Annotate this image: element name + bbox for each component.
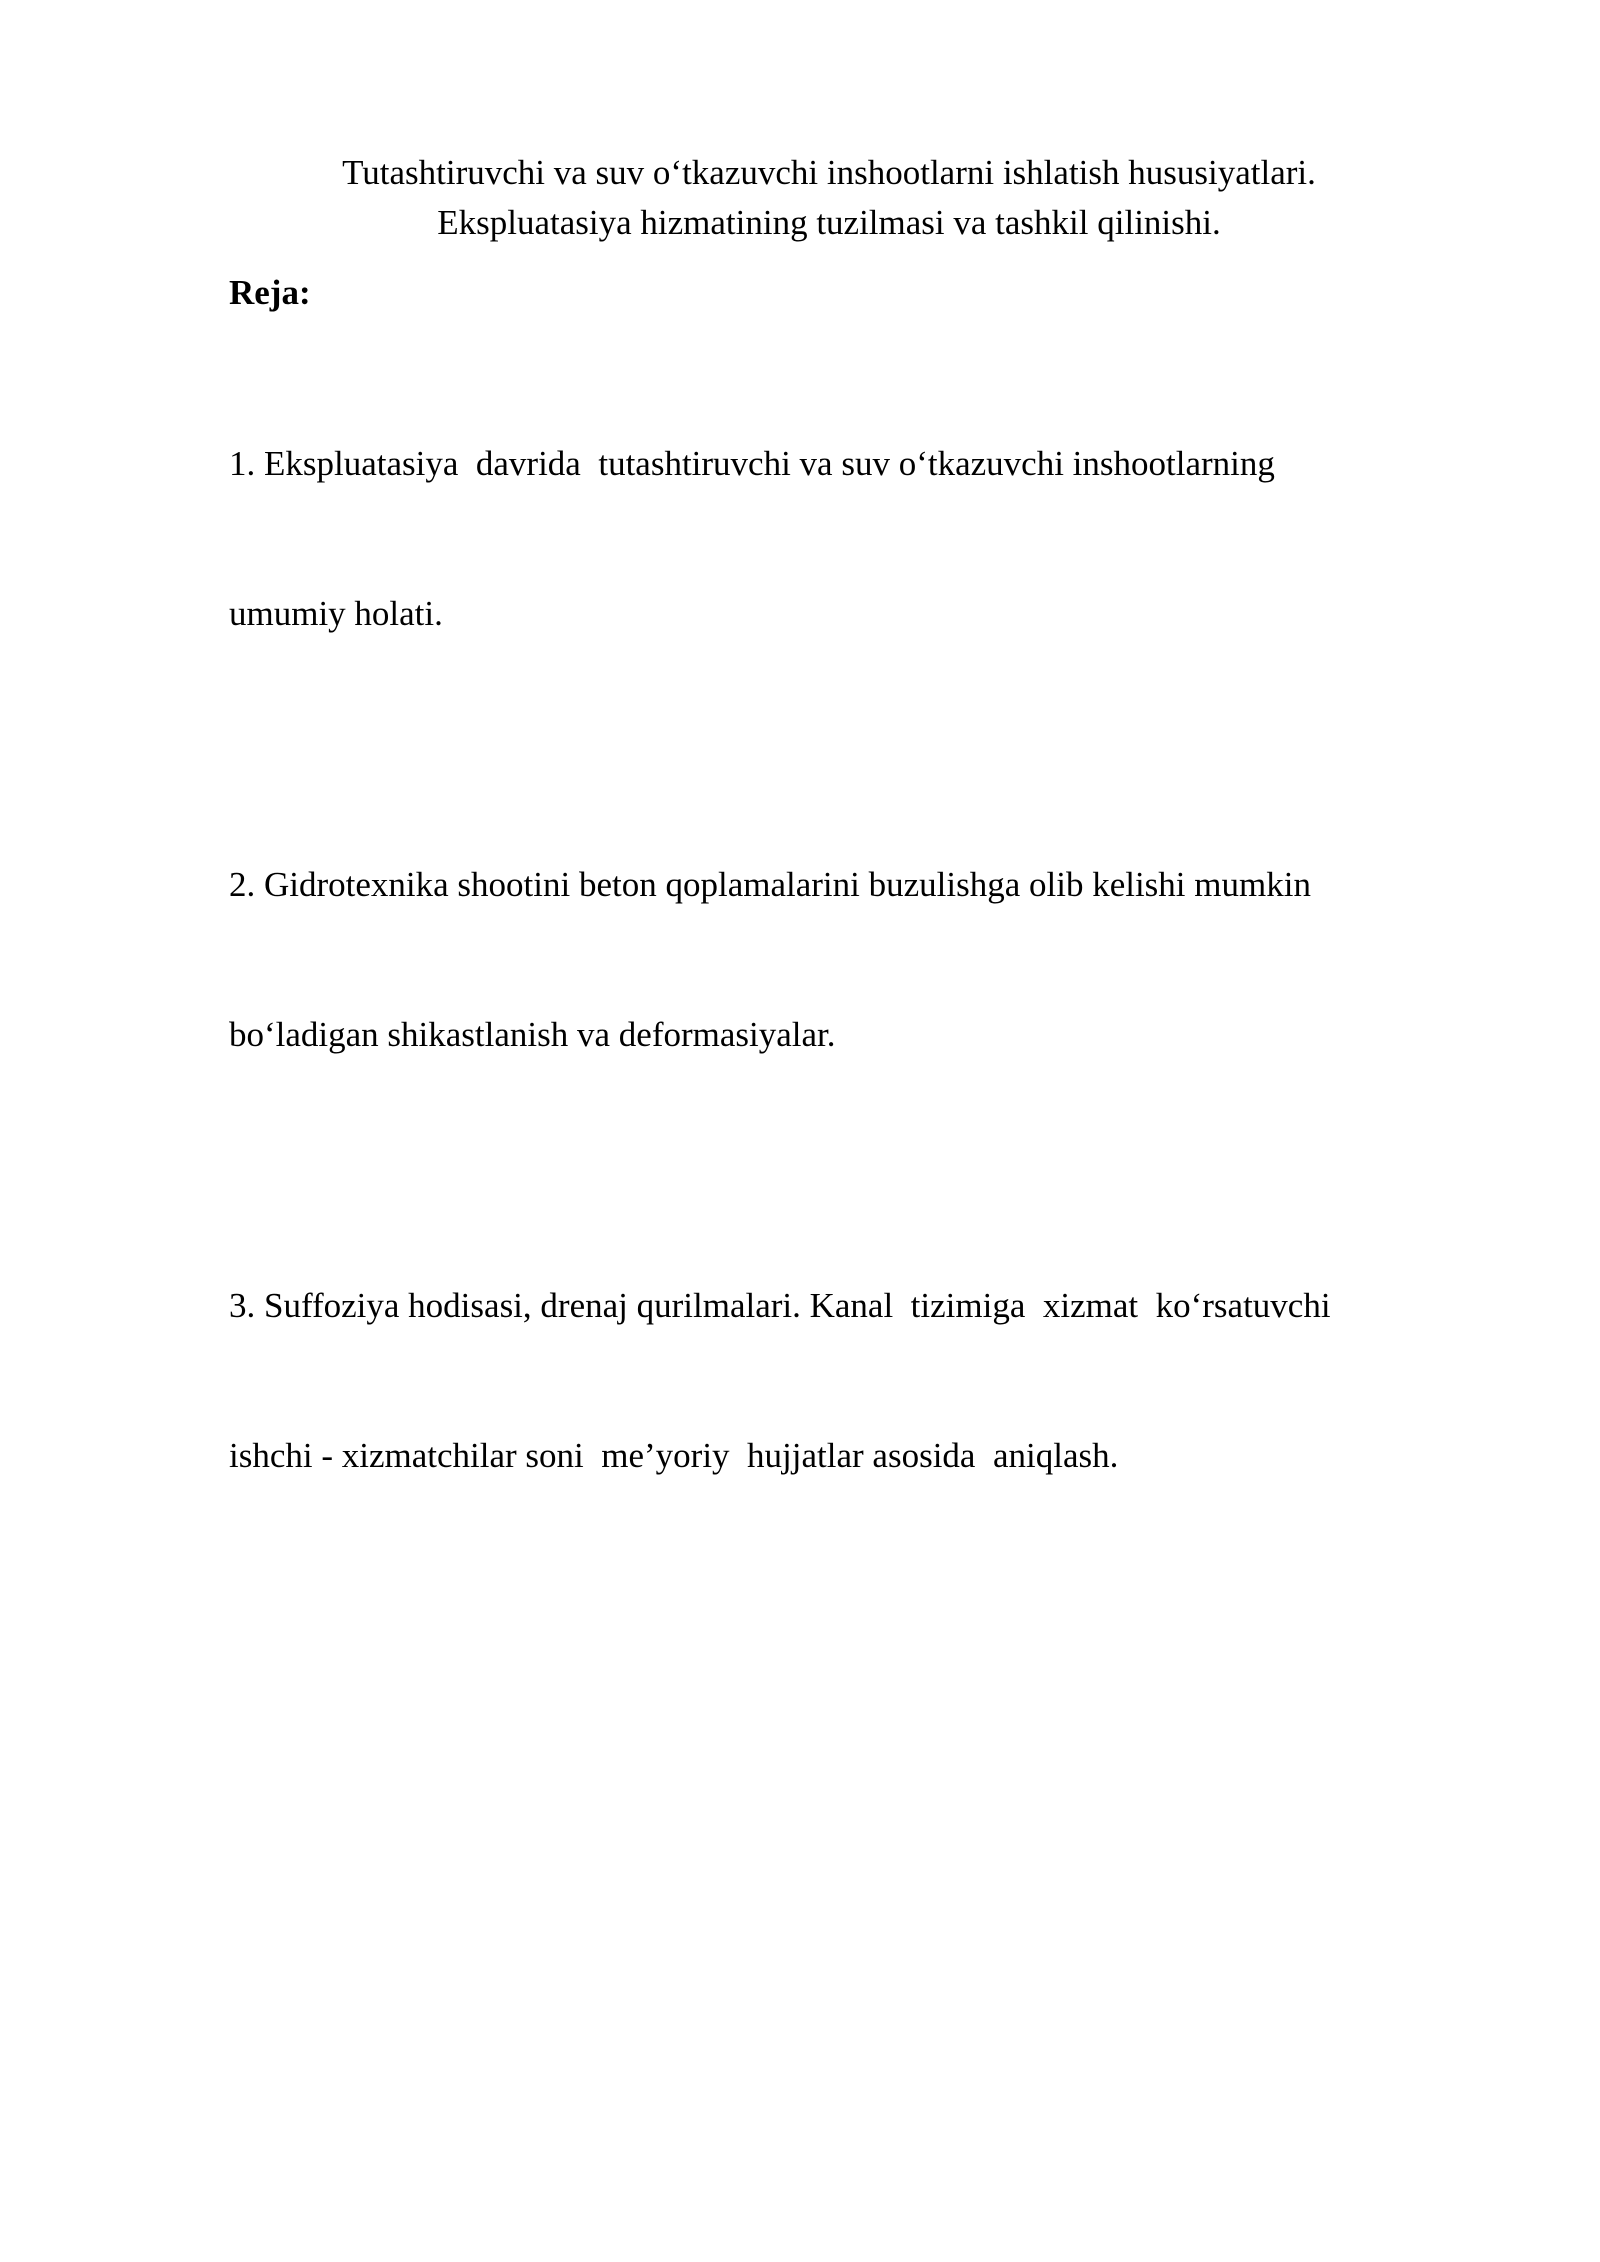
plan-item-2-line-2: bo‘ladigan shikastlanish va deformasiyalar.	[229, 1015, 836, 1054]
document-title	[229, 148, 1429, 248]
plan-item-2-line-1: 2. Gidrotexnika shootini beton qoplamalarini buzulishga olib kelishi mumkin	[229, 865, 1311, 904]
document-content	[229, 148, 1429, 1581]
title-line-2: Ekspluatasiya hizmatining tuzilmasi va tashkil qilinishi.	[437, 203, 1221, 242]
plan-item-3-line-1: 3. Suffoziya hodisasi, drenaj qurilmalari. Kanal tizimiga xizmat ko‘rsatuvchi	[229, 1286, 1331, 1325]
plan-item-1-line-2: umumiy holati.	[229, 594, 443, 633]
plan-item-2	[229, 760, 1429, 1160]
plan-item-1-line-1: 1. Ekspluatasiya davrida tutashtiruvchi va suv o‘tkazuvchi inshootlarning	[229, 444, 1275, 483]
plan-item-1	[229, 339, 1429, 739]
title-line-1: Tutashtiruvchi va suv o‘tkazuvchi inshootlarni ishlatish hususiyatlari.	[342, 153, 1316, 192]
plan-item-3	[229, 1181, 1429, 1581]
plan-heading: Reja:	[229, 273, 311, 312]
plan-item-3-line-2: ishchi - xizmatchilar soni me’yoriy hujjatlar asosida aniqlash.	[229, 1436, 1119, 1475]
